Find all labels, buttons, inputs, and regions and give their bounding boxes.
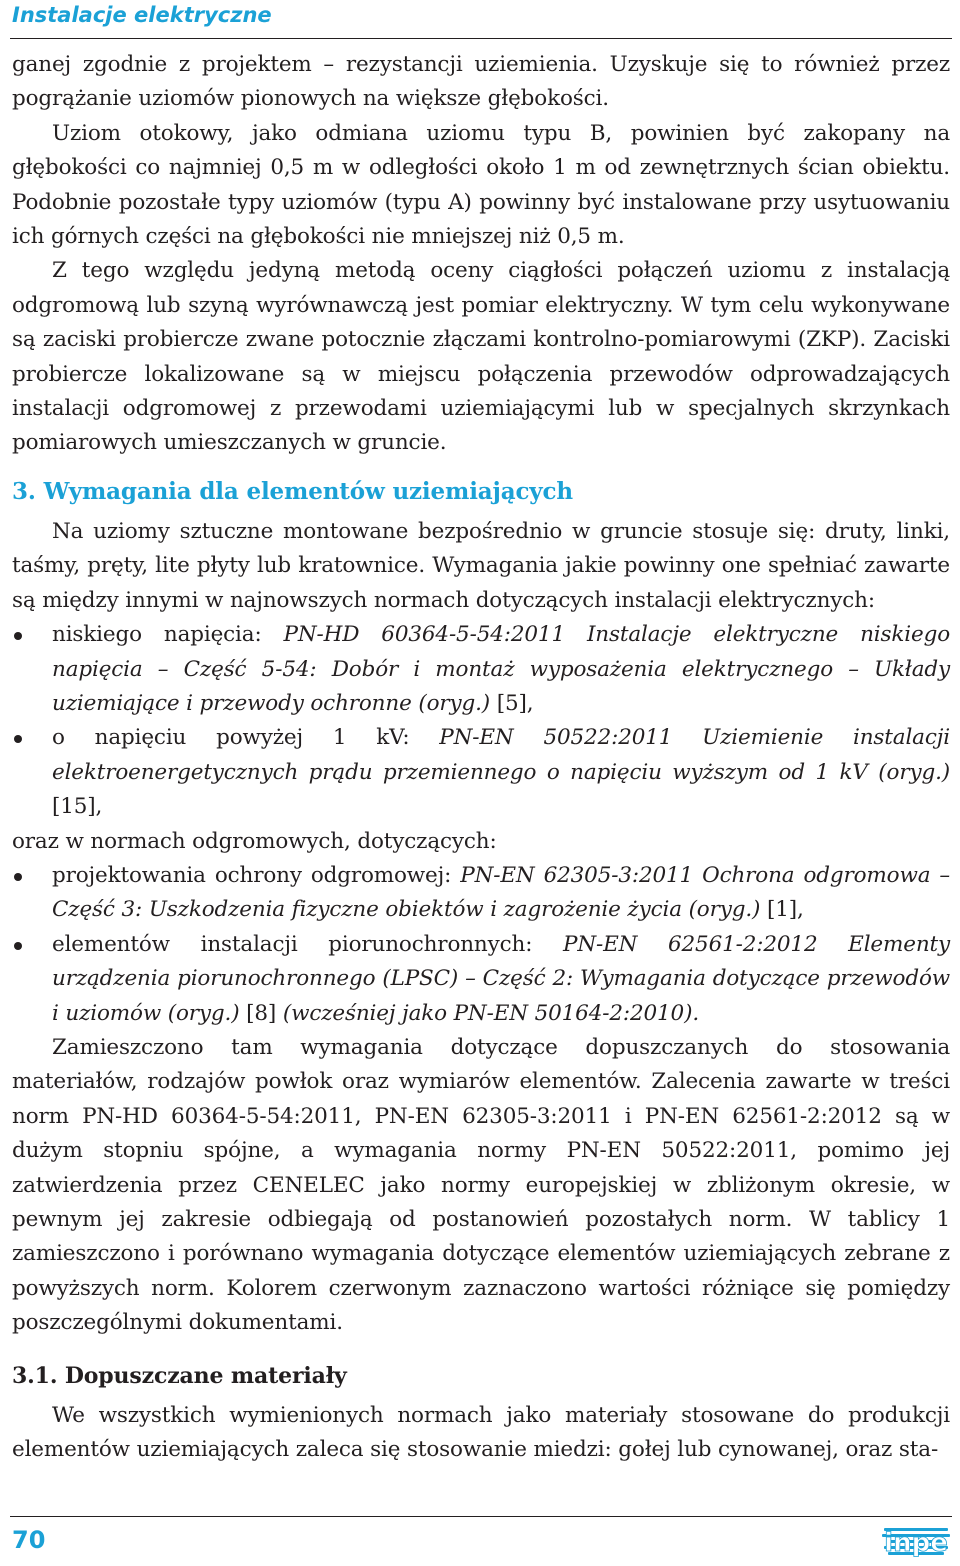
paragraph-requirements-summary: Zamieszczono tam wymagania dotyczące dopuszczanych do stosowania materiałów, rodzajów powłok oraz wymiarów elementów. Zalecenia zawarte w treści norm PN-HD 60364-5-54:2011, PN-EN 62305-3:2011 i PN-EN 62561-2:2012 są w dużym stopniu spójne, a wymagania normy PN-EN 50522:2011, pomimo jej zatwierdzenia przez CENELEC jako normy europejskiej w zbliżonym okresie, w pewnym jej zakresie odbiegają od postanowień pozostałych norm. W tablicy 1 zamieszczono i porównano wymagania dotyczące elementów uziemiających zebrane z powyższych norm. Kolorem czerwonym zaznaczono wartości różniące się pomiędzy poszczególnymi dokumentami. — [12, 1034, 950, 1336]
page-number: 70 — [12, 1526, 46, 1554]
section-3-1-heading: 3.1. Dopuszczane materiały — [12, 1362, 347, 1389]
list-item: projektowania ochrony odgromowej: PN-EN 62305-3:2011 Ochrona odgromowa – Część 3: Uszkodzenia fizyczne obiektów i zagrożenie życia (oryg.) [1], — [12, 859, 950, 928]
inpe-logo-icon — [880, 1520, 952, 1560]
svg-text:inpe: inpe — [884, 1528, 948, 1558]
section-3-intro: Na uziomy sztuczne montowane bezpośrednio w gruncie stosuje się: druty, linki, taśmy, pręty, lite płyty lub kratownice. Wymagania jakie powinny one spełniać zawarte są między innymi w najnowszych normach dotyczących instalacji elektrycznych: — [12, 518, 950, 613]
paragraph-test-clamps: Z tego względu jedyną metodą oceny ciągłości połączeń uziomu z instalacją odgromową lub szyną wyrównawczą jest pomiar elektryczny. W tym celu wykonywane są zaciski probiercze zwane potocznie złączami kontrolno-pomiarowymi (ZKP). Zaciski probiercze lokalizowane są w miejscu połączenia przewodów odprowadzających instalacji odgromowej z przewodami uziemiającymi lub w specjalnych skrzynkach pomiarowych umieszczanych w gruncie. — [12, 258, 950, 456]
paragraph-ring-earth: Uziom otokowy, jako odmiana uziomu typu B, powinien być zakopany na głębokości co najmniej 0,5 m w odległości około 1 m od zewnętrznych ścian obiektu. Podobnie pozostałe typy uziomów (typu A) powinny być instalowane przy usytuowaniu ich górnych części na głębokości nie mniejszej niż 0,5 m. — [12, 120, 950, 250]
paragraph-continuation: ganej zgodnie z projektem – rezystancji uziemienia. Uzyskuje się to również przez pogrążanie uziomów pionowych na większe głębokości. — [12, 52, 950, 112]
footer-divider — [10, 1516, 952, 1517]
article-body — [12, 48, 950, 1467]
bullet-icon — [14, 735, 22, 743]
bullet-icon — [14, 873, 22, 881]
standards-list-2 — [12, 859, 950, 1031]
list-item: o napięciu powyżej 1 kV: PN-EN 50522:2011 Uziemienie instalacji elektroenergetycznych prądu przemiennego o napięciu wyższym od 1 kV (oryg.) [15], — [12, 721, 950, 824]
list-item: elementów instalacji piorunochronnych: PN-EN 62561-2:2012 Elementy urządzenia piorunochronnego (LPSC) – Część 2: Wymagania dotyczące przewodów i uziomów (oryg.) [8] (wcześniej jako PN-EN 50164-2:2010). — [12, 928, 950, 1031]
bullet-icon — [14, 632, 22, 640]
standards-list-1 — [12, 618, 950, 824]
list-item: niskiego napięcia: PN-HD 60364-5-54:2011 Instalacje elektryczne niskiego napięcia – Część 5-54: Dobór i montaż wyposażenia elektrycznego – Układy uziemiające i przewody ochronne (oryg.) [5], — [12, 618, 950, 721]
running-header-title: Instalacje elektryczne — [12, 3, 272, 27]
paragraph-materials: We wszystkich wymienionych normach jako materiały stosowane do produkcji elementów uziemiających zaleca się stosowanie miedzi: gołej lub cynowanej, oraz sta- — [12, 1402, 950, 1463]
header-divider — [10, 38, 952, 39]
section-3-heading: 3. Wymagania dla elementów uziemiających — [12, 477, 573, 505]
bullet-icon — [14, 942, 22, 950]
paragraph-lightning-standards: oraz w normach odgromowych, dotyczących: — [12, 828, 497, 854]
